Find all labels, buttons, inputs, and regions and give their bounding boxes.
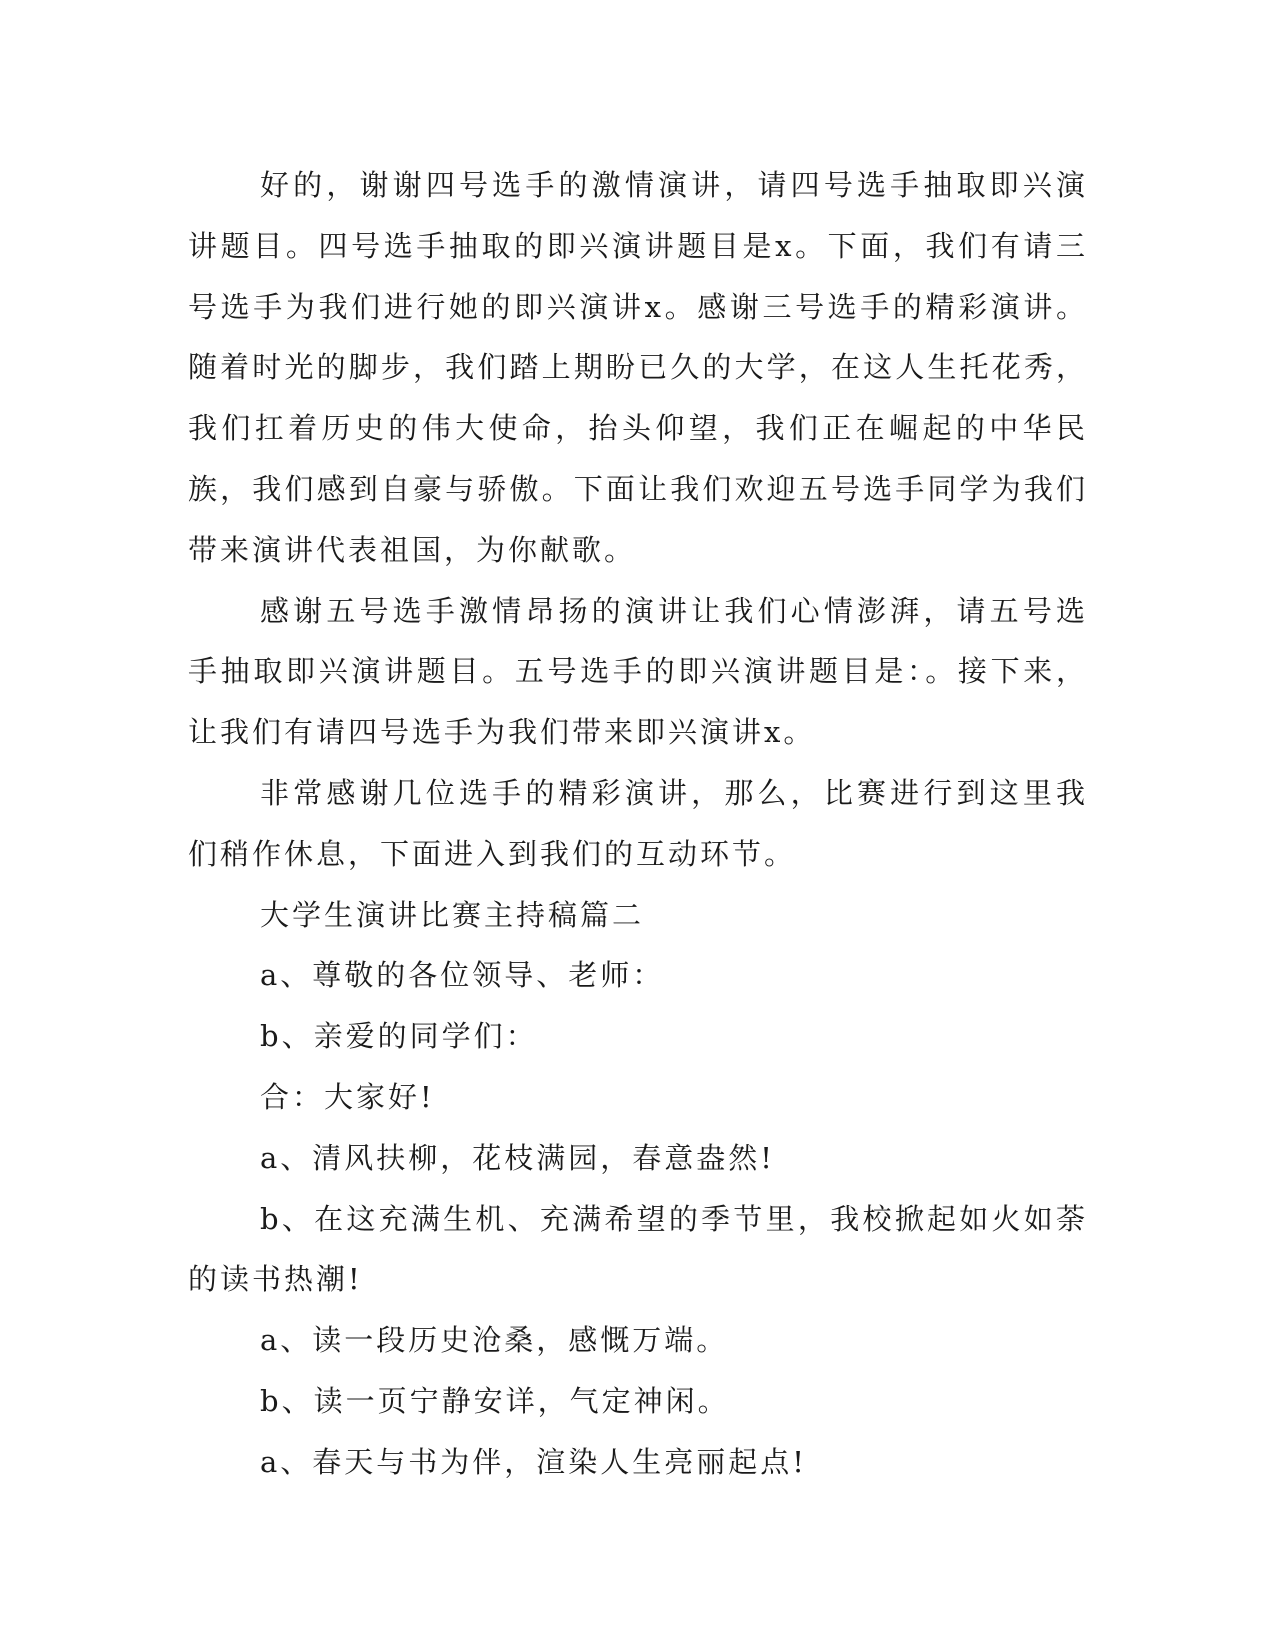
paragraph: 好的，谢谢四号选手的激情演讲，请四号选手抽取即兴演讲题目。四号选手抽取的即兴演讲题目是x。下面，我们有请三号选手为我们进行她的即兴演讲x。感谢三号选手的精彩演讲。随着时光的脚步，我们踏上期盼已久的大学，在这人生托花秀，我们扛着历史的伟大使命，抬头仰望，我们正在崛起的中华民族，我们感到自豪与骄傲。下面让我们欢迎五号选手同学为我们带来演讲代表祖国，为你献歌。 [188, 168, 1088, 567]
document-body [188, 155, 1088, 1493]
paragraph: 合：大家好! [260, 1079, 435, 1114]
paragraph: 非常感谢几位选手的精彩演讲，那么，比赛进行到这里我们稍作休息，下面进入到我们的互动环节。 [188, 775, 1088, 871]
paragraph: a、清风扶柳，花枝满园，春意盎然! [260, 1140, 775, 1175]
paragraph: a、尊敬的各位领导、老师： [260, 958, 665, 993]
section-heading: 大学生演讲比赛主持稿篇二 [260, 897, 645, 932]
paragraph: b、亲爱的同学们： [260, 1019, 538, 1054]
paragraph: b、读一页宁静安详，气定神闲。 [260, 1383, 730, 1418]
paragraph: a、春天与书为伴，渲染人生亮丽起点! [260, 1444, 807, 1479]
paragraph: b、在这充满生机、充满希望的季节里，我校掀起如火如荼的读书热潮! [188, 1201, 1088, 1297]
paragraph: 感谢五号选手激情昂扬的演讲让我们心情澎湃，请五号选手抽取即兴演讲题目。五号选手的即兴演讲题目是：。接下来，让我们有请四号选手为我们带来即兴演讲x。 [188, 593, 1088, 750]
paragraph: a、读一段历史沧桑，感慨万端。 [260, 1323, 729, 1358]
